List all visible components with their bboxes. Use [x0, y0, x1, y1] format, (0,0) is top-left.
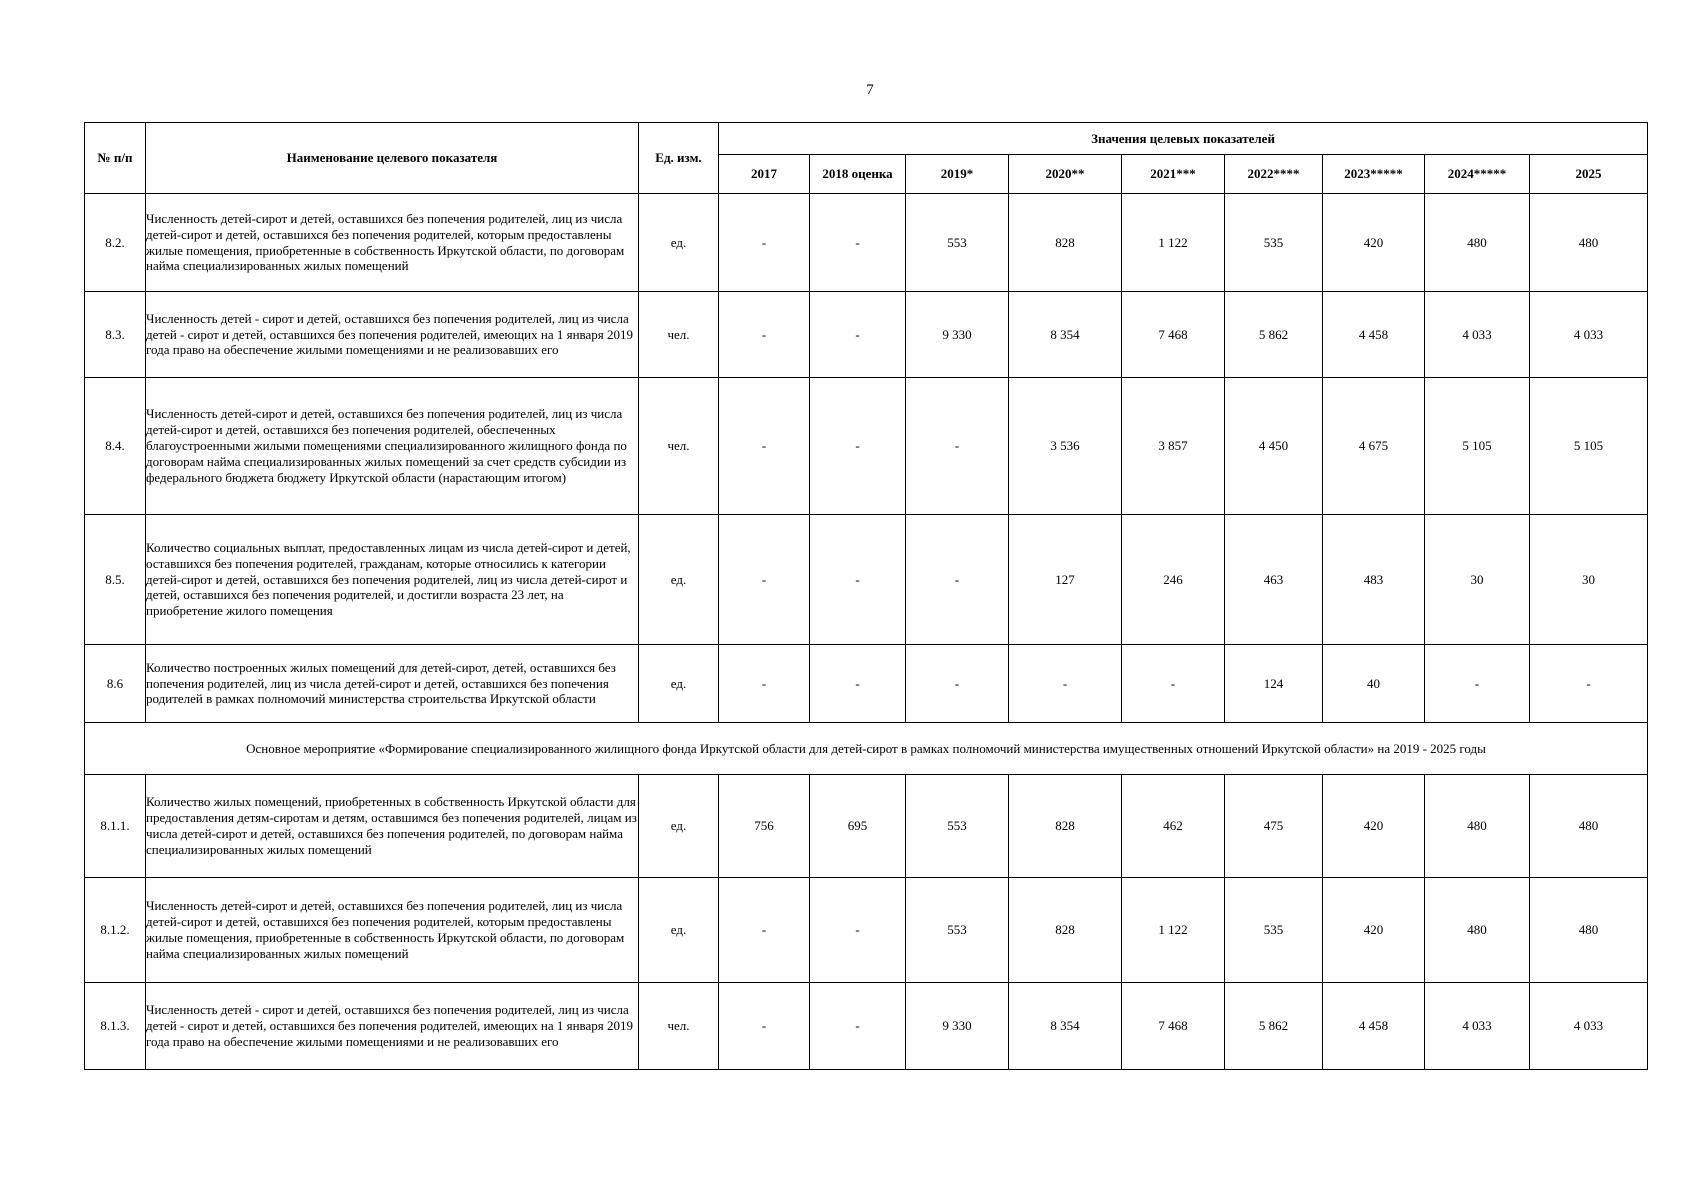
table-row — [85, 292, 1648, 378]
value-2024: 4 033 — [1425, 292, 1530, 378]
value-2022: 475 — [1225, 775, 1323, 878]
value-2019: - — [906, 645, 1009, 723]
value-2018: - — [810, 194, 906, 292]
value-2017: - — [719, 378, 810, 515]
value-2019: - — [906, 515, 1009, 645]
indicator-name: Количество построенных жилых помещений для детей-сирот, детей, оставшихся без попечения родителей, лиц из числа детей-сирот и детей, оставшихся без попечения родителей в рамках полномочий министерства строительства Иркутской области — [146, 645, 639, 723]
value-2021: 3 857 — [1122, 378, 1225, 515]
unit-cell: ед. — [639, 878, 719, 983]
table-body-indicators — [85, 194, 1648, 1070]
value-2025: 480 — [1530, 775, 1648, 878]
value-2018: - — [810, 292, 906, 378]
value-2023: 4 675 — [1323, 378, 1425, 515]
indicator-name: Количество социальных выплат, предоставленных лицам из числа детей-сирот и детей, оставшихся без попечения родителей, гражданам, которые относились к категории детей-сирот и детей, оставшихся без попечения родителей, лиц из числа детей-сирот и детей, оставшихся без попечения родителей, и достигли возраста 23 лет, на приобретение жилого помещения — [146, 515, 639, 645]
indicator-name: Количество жилых помещений, приобретенных в собственность Иркутской области для предоставления детям-сиротам и детям, оставшимся без попечения родителей, лицам из числа детей-сирот и детей, оставшихся без попечения родителей, по договорам найма специализированных жилых помещений — [146, 775, 639, 878]
value-2017: - — [719, 292, 810, 378]
indicator-name: Численность детей-сирот и детей, оставшихся без попечения родителей, лиц из числа детей-сирот и детей, оставшихся без попечения родителей, которым предоставлены жилые помещения, приобретенные в собственность Иркутской области, по договорам найма специализированных жилых помещений — [146, 194, 639, 292]
row-number: 8.5. — [85, 515, 146, 645]
header-year-2022: 2022**** — [1225, 155, 1323, 194]
value-2021: 7 468 — [1122, 292, 1225, 378]
header-year-2017: 2017 — [719, 155, 810, 194]
table-row — [85, 194, 1648, 292]
value-2020: 3 536 — [1009, 378, 1122, 515]
row-number: 8.4. — [85, 378, 146, 515]
row-number: 8.1.3. — [85, 983, 146, 1070]
header-year-2023: 2023***** — [1323, 155, 1425, 194]
header-year-2021: 2021*** — [1122, 155, 1225, 194]
value-2023: 420 — [1323, 775, 1425, 878]
table-row — [85, 775, 1648, 878]
value-2021: 1 122 — [1122, 194, 1225, 292]
value-2023: 4 458 — [1323, 983, 1425, 1070]
page-number: 7 — [866, 82, 874, 98]
value-2019: 553 — [906, 194, 1009, 292]
row-number: 8.6 — [85, 645, 146, 723]
header-year-2025: 2025 — [1530, 155, 1648, 194]
row-number: 8.3. — [85, 292, 146, 378]
value-2017: - — [719, 645, 810, 723]
value-2022: 124 — [1225, 645, 1323, 723]
section-row — [85, 723, 1648, 775]
value-2022: 535 — [1225, 194, 1323, 292]
value-2020: 127 — [1009, 515, 1122, 645]
row-number: 8.2. — [85, 194, 146, 292]
unit-cell: ед. — [639, 515, 719, 645]
indicator-name: Численность детей - сирот и детей, оставшихся без попечения родителей, лиц из числа детей - сирот и детей, оставшихся без попечения родителей, имеющих на 1 января 2019 года право на обеспечение жилыми помещениями и не реализовавших его — [146, 983, 639, 1070]
value-2021: 462 — [1122, 775, 1225, 878]
value-2023: 420 — [1323, 878, 1425, 983]
value-2021: 1 122 — [1122, 878, 1225, 983]
value-2024: - — [1425, 645, 1530, 723]
value-2021: 7 468 — [1122, 983, 1225, 1070]
value-2017: - — [719, 515, 810, 645]
value-2022: 5 862 — [1225, 983, 1323, 1070]
value-2024: 480 — [1425, 194, 1530, 292]
value-2018: - — [810, 515, 906, 645]
value-2018: - — [810, 983, 906, 1070]
value-2019: 553 — [906, 775, 1009, 878]
value-2022: 4 450 — [1225, 378, 1323, 515]
header-name: Наименование целевого показателя — [146, 123, 639, 194]
value-2024: 480 — [1425, 878, 1530, 983]
value-2021: - — [1122, 645, 1225, 723]
value-2024: 30 — [1425, 515, 1530, 645]
value-2018: - — [810, 378, 906, 515]
value-2017: 756 — [719, 775, 810, 878]
value-2017: - — [719, 194, 810, 292]
indicator-name: Численность детей-сирот и детей, оставшихся без попечения родителей, лиц из числа детей-сирот и детей, оставшихся без попечения родителей, обеспеченных благоустроенными жилыми помещениями специализированного жилищного фонда по договорам найма специализированных жилых помещений за счет средств субсидии из федерального бюджета бюджету Иркутской области (нарастающим итогом) — [146, 378, 639, 515]
unit-cell: ед. — [639, 645, 719, 723]
indicator-name: Численность детей-сирот и детей, оставшихся без попечения родителей, лиц из числа детей-сирот и детей, оставшихся без попечения родителей, которым предоставлены жилые помещения, приобретенные в собственность Иркутской области, по договорам найма специализированных жилых помещений — [146, 878, 639, 983]
unit-cell: чел. — [639, 983, 719, 1070]
value-2024: 480 — [1425, 775, 1530, 878]
value-2020: 8 354 — [1009, 983, 1122, 1070]
value-2022: 463 — [1225, 515, 1323, 645]
table-row — [85, 983, 1648, 1070]
table-row — [85, 645, 1648, 723]
value-2025: 30 — [1530, 515, 1648, 645]
row-number: 8.1.2. — [85, 878, 146, 983]
value-2025: - — [1530, 645, 1648, 723]
value-2023: 40 — [1323, 645, 1425, 723]
value-2023: 420 — [1323, 194, 1425, 292]
value-2023: 4 458 — [1323, 292, 1425, 378]
value-2019: - — [906, 378, 1009, 515]
value-2017: - — [719, 983, 810, 1070]
header-year-2018: 2018 оценка — [810, 155, 906, 194]
value-2025: 4 033 — [1530, 292, 1648, 378]
value-2021: 246 — [1122, 515, 1225, 645]
value-2018: - — [810, 645, 906, 723]
value-2020: - — [1009, 645, 1122, 723]
value-2018: 695 — [810, 775, 906, 878]
header-year-2020: 2020** — [1009, 155, 1122, 194]
value-2020: 828 — [1009, 775, 1122, 878]
table-row — [85, 878, 1648, 983]
value-2022: 5 862 — [1225, 292, 1323, 378]
value-2024: 5 105 — [1425, 378, 1530, 515]
value-2020: 828 — [1009, 878, 1122, 983]
value-2025: 480 — [1530, 878, 1648, 983]
value-2025: 480 — [1530, 194, 1648, 292]
value-2023: 483 — [1323, 515, 1425, 645]
header-year-2024: 2024***** — [1425, 155, 1530, 194]
value-2022: 535 — [1225, 878, 1323, 983]
value-2024: 4 033 — [1425, 983, 1530, 1070]
value-2025: 4 033 — [1530, 983, 1648, 1070]
indicator-name: Численность детей - сирот и детей, оставшихся без попечения родителей, лиц из числа детей - сирот и детей, оставшихся без попечения родителей, имеющих на 1 января 2019 года право на обеспечение жилыми помещениями и не реализовавших его — [146, 292, 639, 378]
header-num: № п/п — [85, 123, 146, 194]
value-2019: 9 330 — [906, 983, 1009, 1070]
value-2019: 553 — [906, 878, 1009, 983]
unit-cell: ед. — [639, 775, 719, 878]
row-number: 8.1.1. — [85, 775, 146, 878]
target-indicators-table — [84, 122, 1648, 1070]
section-title: Основное мероприятие «Формирование специализированного жилищного фонда Иркутской области для детей-сирот в рамках полномочий министерства имущественных отношений Иркутской области» на 2019 - 2025 годы — [85, 723, 1648, 775]
value-2025: 5 105 — [1530, 378, 1648, 515]
table-row — [85, 378, 1648, 515]
header-year-2019: 2019* — [906, 155, 1009, 194]
value-2020: 8 354 — [1009, 292, 1122, 378]
value-2018: - — [810, 878, 906, 983]
value-2020: 828 — [1009, 194, 1122, 292]
header-values-title: Значения целевых показателей — [719, 123, 1648, 155]
header-unit: Ед. изм. — [639, 123, 719, 194]
unit-cell: чел. — [639, 378, 719, 515]
table-row — [85, 515, 1648, 645]
value-2019: 9 330 — [906, 292, 1009, 378]
unit-cell: ед. — [639, 194, 719, 292]
unit-cell: чел. — [639, 292, 719, 378]
value-2017: - — [719, 878, 810, 983]
